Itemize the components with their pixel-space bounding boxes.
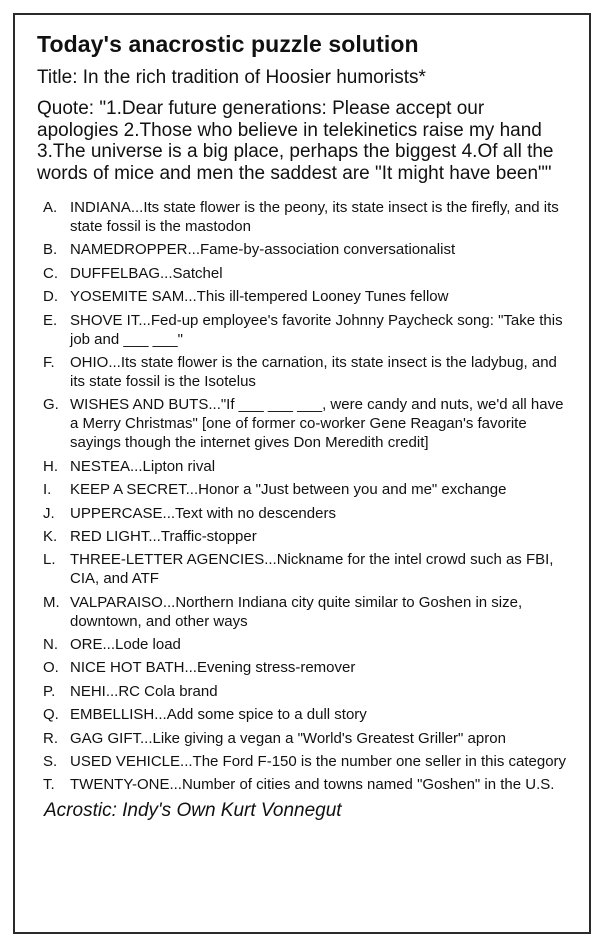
clue-text: VALPARAISO...Northern Indiana city quite similar to Goshen in size, downtown, and other ways: [70, 593, 523, 630]
clue-text: DUFFELBAG...Satchel: [70, 264, 223, 282]
clue-letter: T.: [43, 776, 55, 794]
clue-letter: J.: [43, 504, 55, 522]
clue-item: [37, 593, 567, 631]
clue-letter: A.: [43, 199, 58, 216]
clue-item: [37, 527, 567, 546]
clue-item: [37, 550, 567, 588]
clue-letter: F.: [43, 353, 55, 371]
clue-letter: D.: [43, 288, 58, 306]
clue-text: SHOVE IT...Fed-up employee's favorite Johnny Paycheck song: "Take this job and ___ ___": [70, 311, 563, 348]
clue-text: UPPERCASE...Text with no descenders: [70, 504, 336, 522]
clue-item: [37, 658, 567, 677]
clue-letter: I.: [43, 481, 52, 499]
clue-text: OHIO...Its state flower is the carnation, its state insect is the ladybug, and its state fossil is the Isotelus: [70, 353, 557, 390]
clue-item: [37, 705, 567, 724]
clue-letter: O.: [43, 659, 59, 677]
clue-text: NESTEA...Lipton rival: [70, 457, 216, 475]
clue-text: INDIANA...Its state flower is the peony, its state insect is the firefly, and its state fossil is the mastodon: [70, 199, 559, 235]
clue-letter: R.: [43, 729, 58, 747]
clue-text: NAMEDROPPER...Fame-by-association conversationalist: [70, 241, 456, 259]
clue-text: NICE HOT BATH...Evening stress-remover: [70, 659, 356, 677]
clue-text: EMBELLISH...Add some spice to a dull story: [70, 706, 367, 724]
clue-item: [37, 729, 567, 748]
clue-letter: N.: [43, 636, 58, 654]
clue-text: TWENTY-ONE...Number of cities and towns named "Goshen" in the U.S.: [70, 776, 555, 794]
clue-letter: H.: [43, 457, 58, 475]
clue-letter: K.: [43, 527, 58, 545]
solution-content: [37, 30, 567, 823]
clue-text: ORE...Lode load: [70, 636, 181, 654]
clue-item: [37, 480, 567, 499]
clue-text: WISHES AND BUTS..."If ___ ___ ___, were candy and nuts, we'd all have a Merry Christmas" [one of former co-worker Gene Reagan's favorite sayings though the internet gives Don Meredith credit]: [70, 396, 564, 452]
clue-letter: C.: [43, 264, 58, 282]
clue-item: [37, 504, 567, 523]
clue-item: [37, 775, 567, 794]
clue-letter: E.: [43, 311, 58, 329]
puzzle-quote: Quote: "1.Dear future generations: Please accept our apologies 2.Those who believe in telekinetics raise my hand 3.The universe is a big place, perhaps the biggest 4.Of all the words of mice and men the saddest are "It might have been"": [37, 98, 554, 184]
acrostic-answer: Acrostic: Indy's Own Kurt Vonnegut: [44, 799, 342, 821]
clue-letter: Q.: [43, 706, 59, 724]
clue-item: [37, 635, 567, 654]
clue-item: [37, 311, 567, 349]
clue-item: [37, 457, 567, 476]
clue-letter: S.: [43, 753, 58, 771]
clue-letter: G.: [43, 396, 59, 414]
clue-letter: M.: [43, 593, 60, 611]
clue-item: [37, 395, 567, 452]
clue-item: [37, 240, 567, 259]
clue-text: RED LIGHT...Traffic-stopper: [70, 527, 257, 545]
clue-item: [37, 752, 567, 771]
clue-text: KEEP A SECRET...Honor a "Just between you and me" exchange: [70, 481, 507, 499]
clue-text: NEHI...RC Cola brand: [70, 682, 218, 700]
clue-letter: L.: [43, 551, 56, 569]
clue-text: USED VEHICLE...The Ford F-150 is the number one seller in this category: [70, 753, 567, 771]
clue-item: [37, 198, 567, 236]
clue-text: YOSEMITE SAM...This ill-tempered Looney Tunes fellow: [70, 288, 449, 306]
clue-letter: P.: [43, 682, 56, 700]
clue-item: [37, 264, 567, 283]
clue-text: GAG GIFT...Like giving a vegan a "World's Greatest Griller" apron: [70, 729, 506, 747]
clue-item: [37, 682, 567, 701]
clue-letter: B.: [43, 241, 58, 259]
clue-item: [37, 287, 567, 306]
page-title: Today's anacrostic puzzle solution: [37, 31, 419, 57]
clue-item: [37, 353, 567, 391]
puzzle-title: Title: In the rich tradition of Hoosier humorists*: [37, 67, 426, 88]
clue-list: [37, 198, 567, 794]
clue-text: THREE-LETTER AGENCIES...Nickname for the intel crowd such as FBI, CIA, and ATF: [70, 551, 554, 588]
